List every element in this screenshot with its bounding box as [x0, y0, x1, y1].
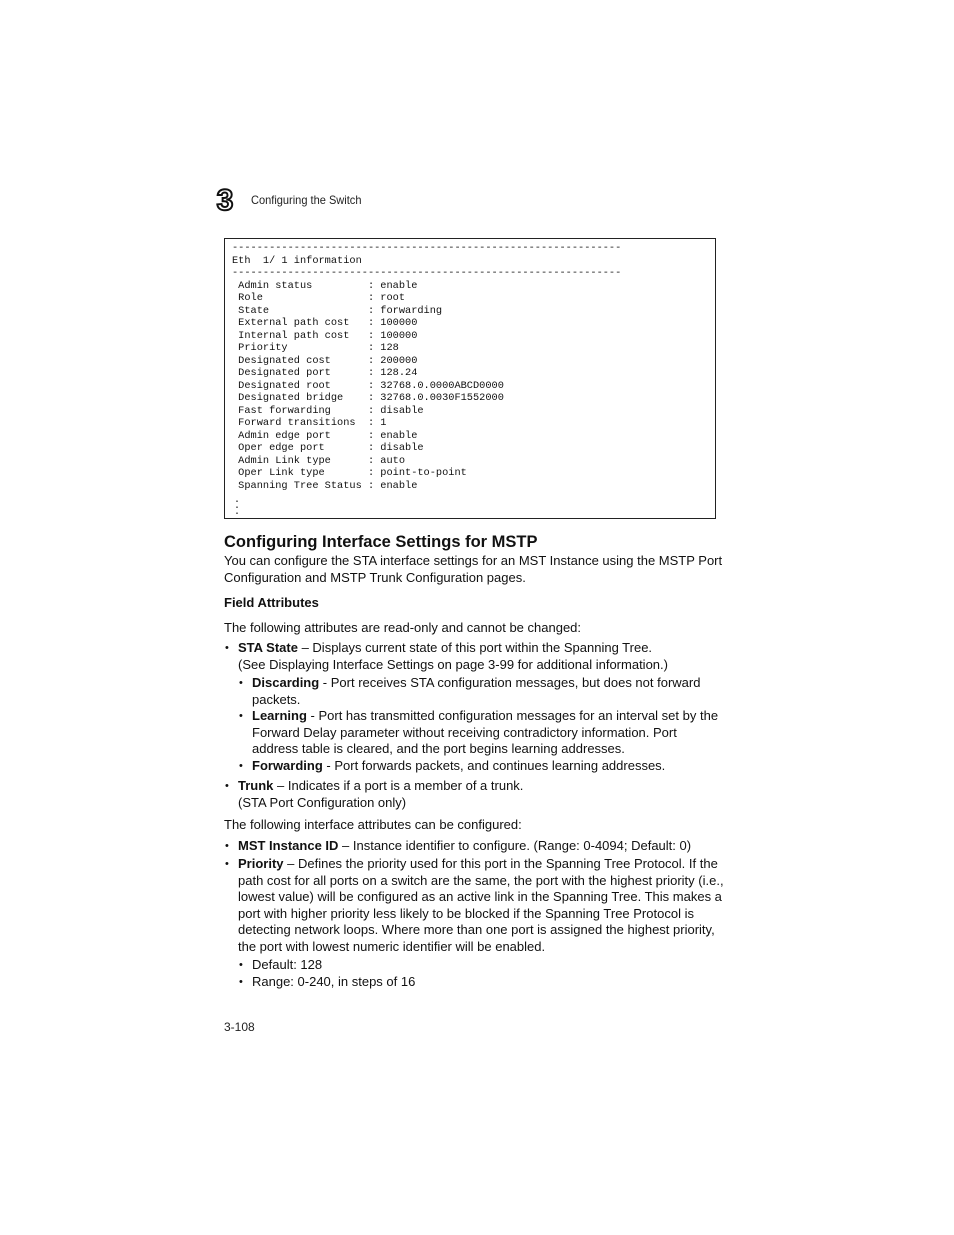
- term-trunk: Trunk: [238, 778, 274, 793]
- sta-state-values-list: [238, 675, 724, 774]
- desc-forwarding: - Port forwards packets, and continues learning addresses.: [322, 757, 666, 773]
- term-discarding: Discarding: [252, 675, 320, 690]
- cli-output-line: Internal path cost : 100000: [232, 329, 418, 342]
- cli-output-line: Admin edge port : enable: [232, 429, 418, 442]
- section-intro: You can configure the STA interface settings for an MST Instance using the MSTP Port Configuration and MSTP Trunk Configuration pages.: [224, 553, 723, 585]
- readonly-lead: The following attributes are read-only and cannot be changed:: [224, 619, 582, 635]
- list-item-sta-state: [224, 640, 724, 774]
- term-forwarding: Forwarding: [252, 757, 323, 773]
- cli-output-line: Oper edge port : disable: [232, 442, 424, 454]
- cli-output-line: Oper Link type : point-to-point: [232, 467, 467, 479]
- cli-output: [232, 242, 621, 492]
- cli-output-line: Designated port : 128.24: [232, 367, 418, 379]
- term-sta-state: STA State: [238, 640, 298, 655]
- cli-output-line: Priority : 128: [232, 342, 399, 354]
- readonly-attributes-list: [224, 640, 724, 811]
- cli-output-line: State : forwarding: [232, 304, 443, 317]
- priority-values-list: [238, 957, 724, 990]
- desc-mst-instance: – Instance identifier to configure. (Range: 0-4094; Default: 0): [338, 837, 692, 853]
- list-item-discarding: [238, 675, 724, 708]
- cli-continuation: . . .: [234, 495, 241, 518]
- cli-output-line: Fast forwarding : disable: [232, 404, 424, 417]
- note-trunk: (STA Port Configuration only): [238, 794, 407, 810]
- desc-discarding: - Port receives STA configuration messages, but does not forward packets.: [252, 675, 701, 707]
- list-item-priority: [224, 856, 724, 990]
- list-item-learning: [238, 708, 724, 758]
- cli-output-line: Eth 1/ 1 information: [232, 254, 362, 267]
- section-title: Configuring Interface Settings for MSTP: [224, 533, 538, 551]
- cli-output-line: ---------------------------------------------------------------: [232, 267, 622, 279]
- cli-output-line: External path cost : 100000: [232, 317, 418, 329]
- chapter-title: Configuring the Switch: [251, 193, 362, 207]
- cli-output-line: Role : root: [232, 292, 406, 304]
- configurable-lead: The following interface attributes can be configured:: [224, 817, 522, 832]
- cli-output-line: Spanning Tree Status : enable: [232, 479, 418, 492]
- configurable-attributes-list: [224, 838, 724, 991]
- list-item-trunk: [224, 778, 724, 811]
- cli-output-line: Admin status : enable: [232, 279, 418, 292]
- desc-learning: - Port has transmitted configuration messages for an interval set by the Forward Delay parameter without receiving contradictory information. Port address table is cleared, and the port begins learning addresses.: [252, 708, 719, 756]
- list-item-mst-instance: [224, 838, 724, 855]
- main-content: [224, 531, 724, 992]
- desc-priority: – Defines the priority used for this port in the Spanning Tree Protocol. If the path cost for all ports on a switch are the same, the port with the highest priority (i.e., lowest value) will be configured as an active link in the Spanning Tree. This makes a port with higher priority less likely to be blocked if the Spanning Tree Protocol is detecting network loops. Where more than one port is assigned the highest priority, the port with lowest numeric identifier will be enabled.: [238, 856, 724, 954]
- list-item-priority-default: • Default: 128: [238, 957, 724, 974]
- desc-sta-state: – Displays current state of this port within the Spanning Tree.: [297, 640, 653, 655]
- page-number: 3-108: [224, 1020, 255, 1034]
- field-attributes-heading: Field Attributes: [224, 595, 319, 610]
- cli-output-line: Designated cost : 200000: [232, 354, 418, 367]
- cli-output-line: Designated bridge : 32768.0.0030F1552000: [232, 392, 504, 404]
- desc-trunk: – Indicates if a port is a member of a trunk.: [273, 778, 524, 793]
- cli-output-line: ---------------------------------------------------------------: [232, 242, 622, 254]
- cli-output-line: Forward transitions : 1: [232, 417, 387, 429]
- term-priority: Priority: [238, 856, 284, 871]
- chapter-number: 3: [216, 184, 234, 217]
- cli-output-line: Designated root : 32768.0.0000ABCD0000: [232, 379, 504, 392]
- term-mst-instance: MST Instance ID: [238, 837, 339, 853]
- list-item-forwarding: [238, 758, 724, 775]
- cli-output-box: [224, 238, 716, 519]
- cli-output-line: Admin Link type : auto: [232, 454, 406, 467]
- list-item-priority-range: • Range: 0-240, in steps of 16: [238, 974, 724, 991]
- note-sta-state: (See Displaying Interface Settings on page 3-99 for additional information.): [238, 656, 668, 672]
- page-header: [212, 184, 712, 217]
- term-learning: Learning: [252, 708, 307, 723]
